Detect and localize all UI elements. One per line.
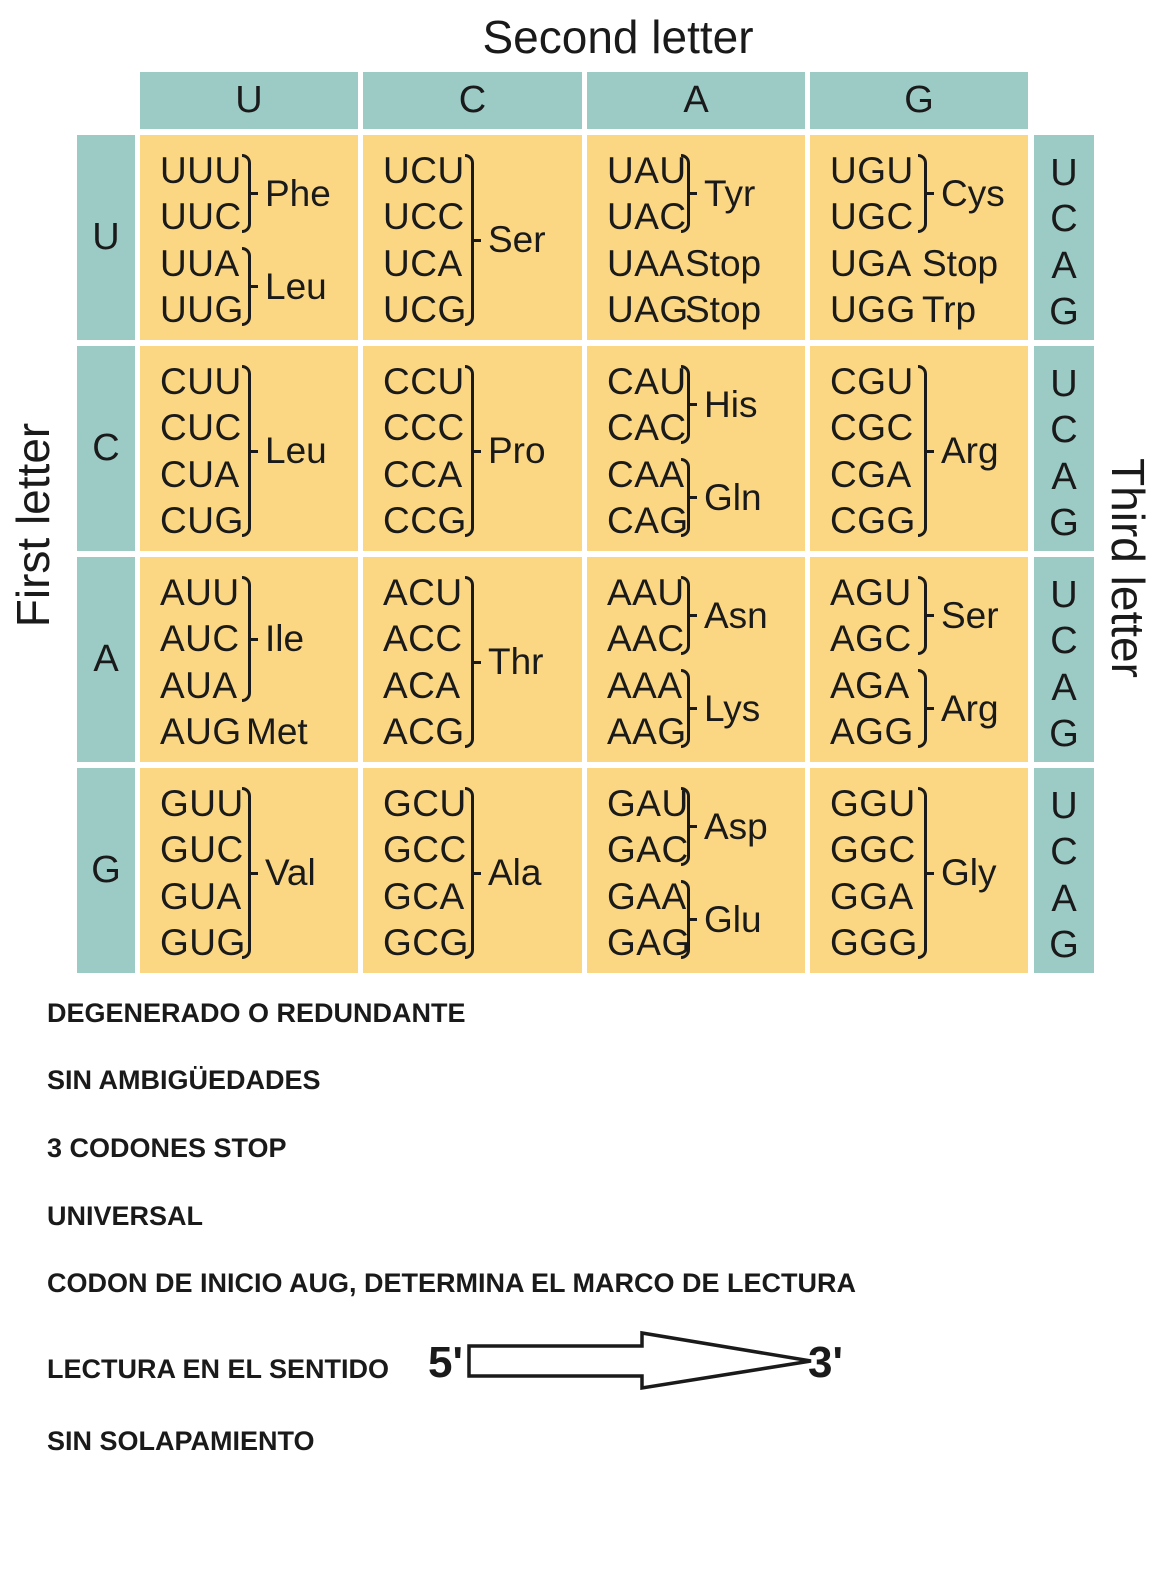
codon: CAC [607, 407, 687, 448]
codon: UGU [830, 150, 914, 191]
codon: GAC [607, 829, 689, 870]
first-letter-header-u: U [77, 135, 135, 340]
codon: CGG [830, 500, 916, 541]
codon: AGG [830, 711, 914, 752]
amino-acid-label: His [704, 383, 758, 425]
codon: UUC [160, 196, 242, 237]
amino-acid-label: Gln [704, 476, 762, 518]
property-note: UNIVERSAL [47, 1201, 204, 1231]
brace-icon [681, 669, 690, 748]
property-note: LECTURA EN EL SENTIDO [47, 1354, 390, 1384]
amino-acid-label: Val [265, 852, 316, 893]
codon: UCC [383, 196, 465, 237]
codon: CUG [160, 500, 244, 541]
brace-icon [681, 154, 690, 233]
codon: GAG [607, 922, 691, 963]
codon: AUC [160, 618, 240, 659]
codon-cell [587, 768, 805, 973]
codon: AAC [607, 618, 685, 659]
direction-arrow-icon [465, 1328, 825, 1392]
codon-cell [363, 346, 582, 551]
property-note: 3 CODONES STOP [47, 1133, 287, 1163]
brace-icon [918, 154, 927, 233]
codon: GUU [160, 783, 244, 824]
brace-icon [465, 154, 474, 326]
amino-acid-label: Gly [941, 852, 997, 893]
amino-acid-label: Tyr [704, 172, 756, 214]
property-note: CODON DE INICIO AUG, DETERMINA EL MARCO DE LECTURA [47, 1268, 857, 1298]
codon: AAU [607, 572, 685, 613]
codon-cell [140, 557, 358, 762]
amino-acid-label: Stop [685, 242, 762, 284]
brace-icon [918, 365, 927, 537]
amino-acid-label: Arg [941, 430, 999, 471]
third-letter-g: G [1049, 924, 1079, 966]
brace-icon [681, 787, 690, 866]
codon: CAG [607, 500, 689, 541]
brace-icon [242, 365, 251, 537]
codon: CCC [383, 407, 465, 448]
codon-cell [363, 557, 582, 762]
codon-cell [810, 557, 1028, 762]
codon: UAU [607, 150, 687, 191]
amino-acid-label: Stop [922, 242, 999, 284]
second-letter-header-u: U [140, 72, 358, 129]
codon: UAA [607, 243, 685, 284]
codon: UUU [160, 150, 242, 191]
codon: GCC [383, 829, 467, 870]
third-letter-u: U [1050, 785, 1078, 827]
codon: UGA [830, 243, 912, 284]
codon: CGU [830, 361, 914, 402]
third-letter-u: U [1050, 152, 1078, 194]
third-letter-u: U [1050, 574, 1078, 616]
third-letter-c: C [1050, 198, 1078, 240]
codon-cell [587, 346, 805, 551]
property-note: DEGENERADO O REDUNDANTE [47, 998, 466, 1028]
codon: GUG [160, 922, 246, 963]
codon: GAA [607, 876, 687, 917]
third-letter-g: G [1049, 291, 1079, 333]
codon: CCG [383, 500, 467, 541]
codon-cell [363, 135, 582, 340]
amino-acid-label: Ser [941, 594, 999, 636]
codon: AUG [160, 711, 242, 752]
brace-icon [681, 365, 690, 444]
brace-icon [465, 787, 474, 959]
amino-acid-label: Trp [922, 288, 977, 330]
codon: AGC [830, 618, 912, 659]
amino-acid-label: Stop [685, 288, 762, 330]
brace-icon [242, 787, 251, 959]
brace-icon [918, 669, 927, 748]
third-letter-c: C [1050, 831, 1078, 873]
codon: GCG [383, 922, 469, 963]
codon: GUC [160, 829, 244, 870]
amino-acid-label: Asn [704, 594, 768, 636]
codon-cell [140, 135, 358, 340]
first-letter-header-a: A [77, 557, 135, 762]
codon: GGU [830, 783, 916, 824]
amino-acid-label: Thr [488, 641, 544, 682]
codon: AGU [830, 572, 912, 613]
codon: ACA [383, 665, 461, 706]
brace-icon [242, 154, 251, 233]
amino-acid-label: Leu [265, 430, 327, 471]
third-letter-c: C [1050, 409, 1078, 451]
third-letter-title: Third letter [1102, 458, 1154, 678]
third-letter-a: A [1051, 245, 1077, 287]
amino-acid-label: Leu [265, 265, 327, 307]
second-letter-header-c: C [363, 72, 582, 129]
third-letter-a: A [1051, 878, 1077, 920]
amino-acid-label: Ser [488, 219, 546, 260]
amino-acid-label: Pro [488, 430, 546, 471]
property-note: SIN AMBIGÜEDADES [47, 1065, 321, 1095]
codon: GGA [830, 876, 914, 917]
codon: AAG [607, 711, 687, 752]
codon: GCA [383, 876, 465, 917]
codon: AAA [607, 665, 683, 706]
codon: UAG [607, 289, 689, 330]
amino-acid-label: Arg [941, 687, 999, 729]
three-prime-label: 3' [808, 1338, 843, 1387]
codon: CUA [160, 454, 240, 495]
first-letter-title: First letter [7, 422, 59, 628]
codon: ACC [383, 618, 463, 659]
codon: AGA [830, 665, 910, 706]
third-letter-column [1034, 346, 1094, 551]
codon: CUU [160, 361, 242, 402]
third-letter-g: G [1049, 713, 1079, 755]
first-letter-header-g: G [77, 768, 135, 973]
codon-cell [140, 346, 358, 551]
first-letter-header-c: C [77, 346, 135, 551]
codon: UCG [383, 289, 467, 330]
amino-acid-label: Ile [265, 618, 305, 659]
codon-cell [810, 135, 1028, 340]
codon-cell [363, 768, 582, 973]
codon: UGG [830, 289, 916, 330]
codon: UGC [830, 196, 914, 237]
amino-acid-label: Lys [704, 687, 761, 729]
brace-icon [242, 247, 251, 326]
five-prime-label: 5' [428, 1338, 463, 1387]
amino-acid-label: Met [246, 710, 308, 752]
amino-acid-label: Asp [704, 805, 768, 847]
codon: UCA [383, 243, 463, 284]
codon: AUA [160, 665, 238, 706]
brace-icon [242, 576, 251, 702]
codon: CAU [607, 361, 687, 402]
amino-acid-label: Phe [265, 172, 331, 214]
codon: GCU [383, 783, 467, 824]
brace-icon [465, 576, 474, 748]
amino-acid-label: Ala [488, 852, 542, 893]
codon: GGG [830, 922, 918, 963]
amino-acid-label: Glu [704, 898, 762, 940]
brace-icon [681, 458, 690, 537]
third-letter-column [1034, 768, 1094, 973]
codon: UUA [160, 243, 240, 284]
codon-cell [140, 768, 358, 973]
codon: CUC [160, 407, 242, 448]
codon-cell [587, 135, 805, 340]
third-letter-a: A [1051, 456, 1077, 498]
codon-cell [810, 768, 1028, 973]
codon-cell [810, 346, 1028, 551]
codon: ACG [383, 711, 465, 752]
second-letter-header-g: G [810, 72, 1028, 129]
codon: GAU [607, 783, 689, 824]
codon-cell [587, 557, 805, 762]
codon: AUU [160, 572, 240, 613]
codon: CCA [383, 454, 463, 495]
codon: CGC [830, 407, 914, 448]
codon: CGA [830, 454, 912, 495]
brace-icon [918, 787, 927, 959]
codon: CCU [383, 361, 465, 402]
brace-icon [681, 880, 690, 959]
codon: CAA [607, 454, 685, 495]
codon: UUG [160, 289, 244, 330]
third-letter-u: U [1050, 363, 1078, 405]
third-letter-c: C [1050, 620, 1078, 662]
third-letter-g: G [1049, 502, 1079, 544]
codon: GUA [160, 876, 242, 917]
property-note: SIN SOLAPAMIENTO [47, 1426, 315, 1456]
amino-acid-label: Cys [941, 172, 1005, 214]
brace-icon [465, 365, 474, 537]
second-letter-header-a: A [587, 72, 805, 129]
brace-icon [681, 576, 690, 655]
codon: ACU [383, 572, 463, 613]
third-letter-column [1034, 135, 1094, 340]
third-letter-a: A [1051, 667, 1077, 709]
third-letter-column [1034, 557, 1094, 762]
brace-icon [918, 576, 927, 655]
second-letter-title: Second letter [482, 11, 754, 63]
codon: UCU [383, 150, 465, 191]
codon: UAC [607, 196, 687, 237]
codon: GGC [830, 829, 916, 870]
